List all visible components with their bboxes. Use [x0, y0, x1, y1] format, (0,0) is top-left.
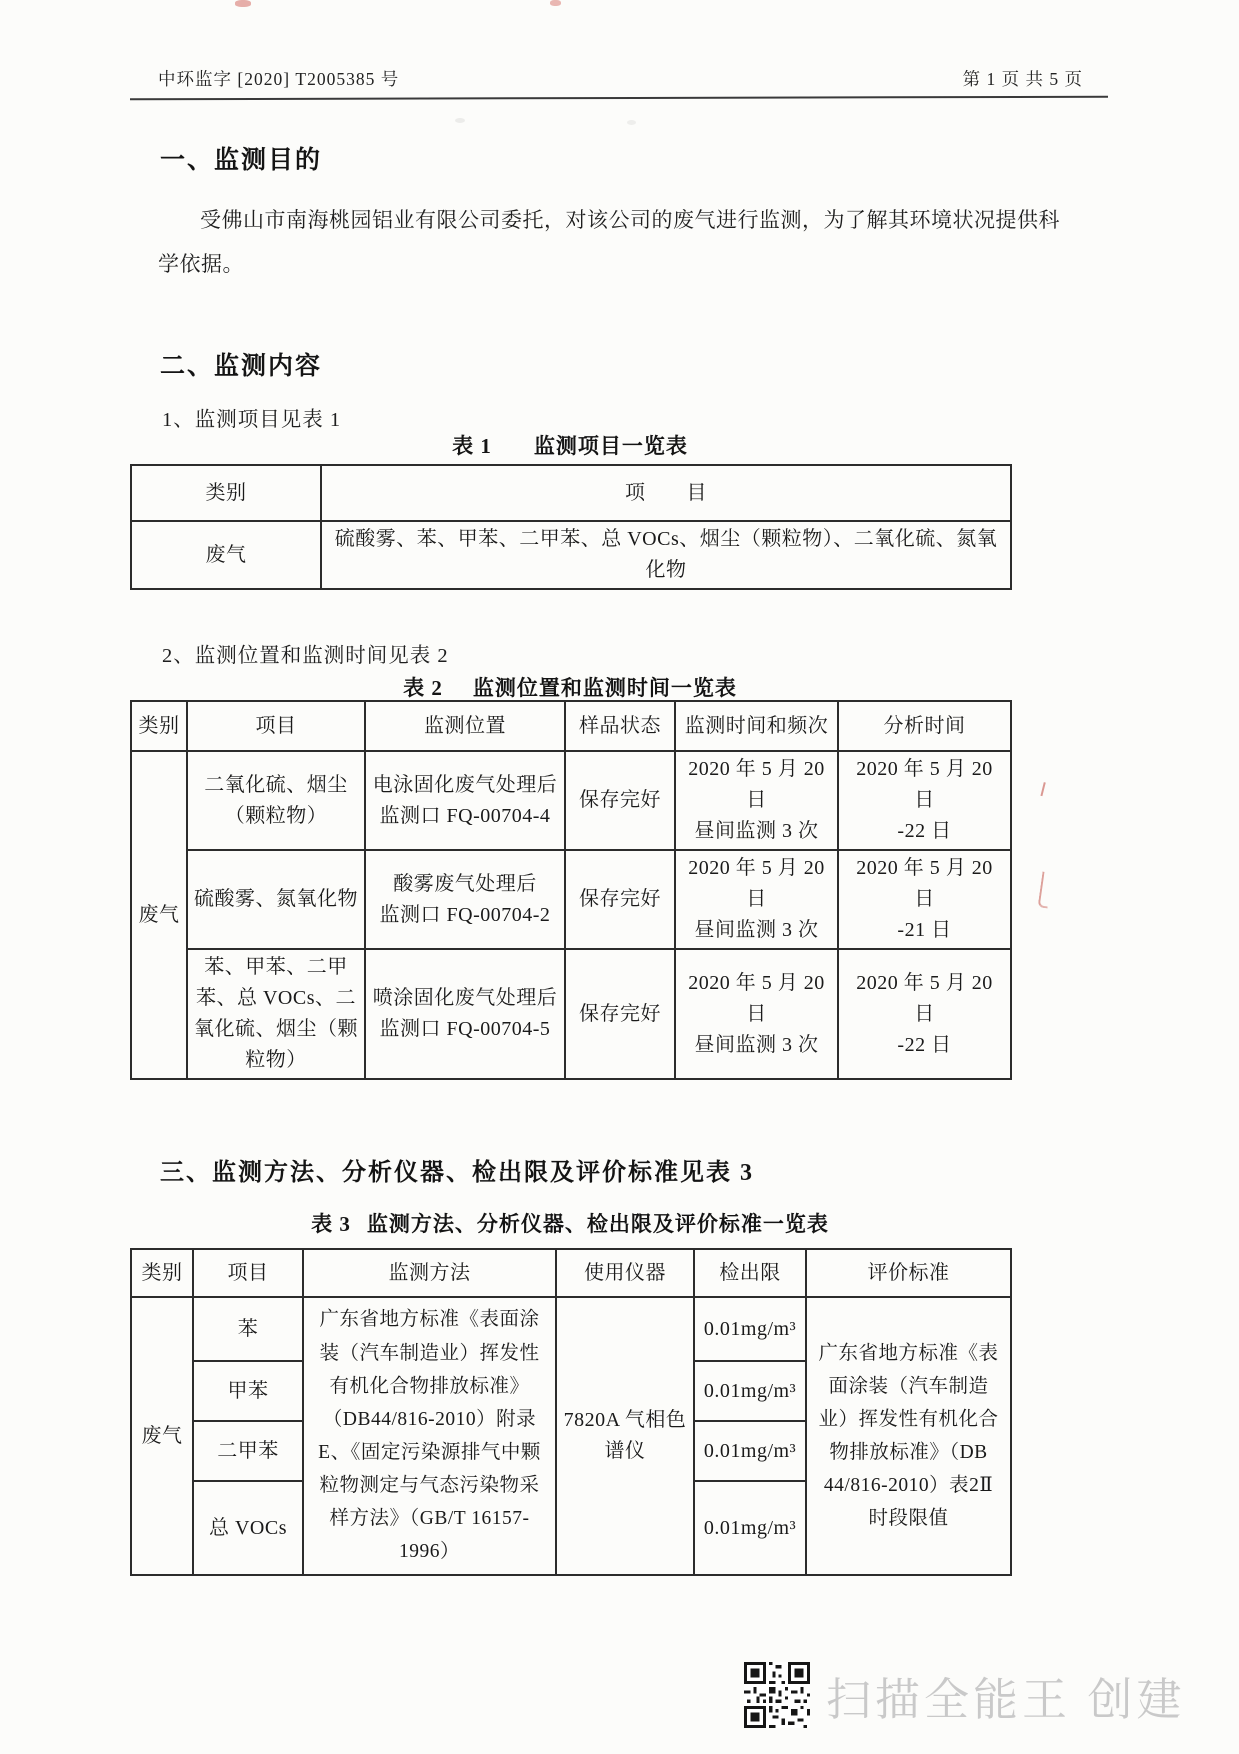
table3-cell-limit: 0.01mg/m³ — [694, 1297, 806, 1361]
table2-header-location: 监测位置 — [365, 701, 565, 751]
table2-header-status: 样品状态 — [565, 701, 675, 751]
table3-cell-project: 二甲苯 — [193, 1421, 303, 1481]
table3-header-project: 项目 — [193, 1249, 303, 1297]
table2-cell-status: 保存完好 — [565, 751, 675, 850]
table1-caption-no: 表 1 — [452, 434, 492, 458]
table2-cell-project: 二氧化硫、烟尘（颗粒物） — [187, 751, 365, 850]
table3-caption-title: 监测方法、分析仪器、检出限及评价标准一览表 — [366, 1212, 829, 1236]
table3-caption-no: 表 3 — [311, 1212, 351, 1236]
section3-title: 三、监测方法、分析仪器、检出限及评价标准见表 3 — [160, 1160, 754, 1186]
red-scan-artifact — [1038, 871, 1053, 908]
section1-paragraph: 受佛山市南海桃园铝业有限公司委托，对该公司的废气进行监测，为了解其环境状况提供科学依据。 — [158, 208, 1060, 276]
gray-scan-artifact — [455, 118, 465, 123]
location-line1: 喷涂固化废气处理后 — [372, 987, 558, 1009]
time-line2: 昼间监测 3 次 — [694, 1033, 819, 1056]
time-line1: 2020 年 5 月 20 日 — [688, 971, 825, 1025]
table-row — [131, 521, 1011, 589]
table-row — [131, 751, 1011, 850]
location-line2: 监测口 FQ-00704-2 — [379, 903, 551, 926]
analysis-line2: -22 日 — [897, 1033, 952, 1056]
analysis-line1: 2020 年 5 月 20 日 — [856, 758, 993, 811]
table1-caption — [130, 430, 1010, 460]
gray-scan-artifact — [627, 120, 636, 125]
table3-header-limit: 检出限 — [694, 1249, 806, 1297]
time-line2: 昼间监测 3 次 — [694, 919, 819, 941]
section2-title: 二、监测内容 — [160, 353, 323, 380]
red-scan-artifact — [235, 0, 251, 7]
table2-cell-location — [365, 949, 565, 1079]
table3-caption — [130, 1208, 1010, 1238]
time-line1: 2020 年 5 月 20 日 — [688, 857, 825, 910]
table1-header-items: 项 目 — [321, 465, 1011, 521]
header-divider — [130, 96, 1108, 101]
table3-header-method: 监测方法 — [303, 1249, 556, 1297]
page-number-info: 第 1 页 共 5 页 — [962, 69, 1083, 89]
table1-caption-title: 监测项目一览表 — [533, 434, 688, 458]
table2-header-analysis: 分析时间 — [838, 701, 1011, 751]
table2-cell-time — [675, 751, 838, 850]
section2-item1: 1、监测项目见表 1 — [162, 409, 342, 431]
table2-cell-location — [365, 751, 565, 850]
table3-cell-project: 苯 — [193, 1297, 303, 1361]
table3-cell-project: 甲苯 — [193, 1361, 303, 1421]
analysis-line1: 2020 年 5 月 20 日 — [856, 971, 993, 1025]
red-scan-artifact — [550, 0, 561, 6]
time-line1: 2020 年 5 月 20 日 — [688, 758, 825, 811]
table2-cell-analysis — [838, 850, 1011, 949]
table3-cell-limit: 0.01mg/m³ — [694, 1421, 806, 1481]
time-line2: 昼间监测 3 次 — [694, 820, 819, 842]
table3-cell-category: 废气 — [131, 1297, 193, 1575]
table2-caption — [130, 672, 1010, 702]
table2-caption-title: 监测位置和监测时间一览表 — [472, 676, 737, 700]
table-row — [131, 949, 1011, 1079]
page-header — [130, 66, 1105, 91]
qr-code-icon — [744, 1662, 810, 1728]
document-number: 中环监字 [2020] T2005385 号 — [158, 69, 400, 89]
scanner-watermark — [744, 1662, 1186, 1728]
table3-methods-standards — [130, 1248, 1012, 1576]
table3-header-standard: 评价标准 — [806, 1249, 1011, 1297]
table2-cell-analysis — [838, 949, 1011, 1079]
section2-item2: 2、监测位置和监测时间见表 2 — [162, 645, 449, 667]
table3-cell-instrument: 7820A 气相色谱仪 — [556, 1297, 694, 1575]
table2-cell-project: 苯、甲苯、二甲苯、总 VOCs、二氧化硫、烟尘（颗粒物） — [187, 949, 365, 1079]
location-line2: 监测口 FQ-00704-4 — [379, 804, 551, 827]
table2-cell-category: 废气 — [131, 751, 187, 1079]
table3-cell-project: 总 VOCs — [193, 1481, 303, 1575]
table2-cell-location — [365, 850, 565, 949]
table1-monitoring-items — [130, 464, 1012, 590]
table2-cell-analysis — [838, 751, 1011, 850]
red-scan-artifact — [1040, 782, 1052, 798]
table2-location-time — [130, 700, 1012, 1080]
location-line1: 电泳固化废气处理后 — [372, 773, 558, 796]
table2-header-category: 类别 — [131, 701, 187, 751]
table-row — [131, 850, 1011, 949]
watermark-text: 扫描全能王 创建 — [826, 1673, 1186, 1725]
table3-header-instrument: 使用仪器 — [556, 1249, 694, 1297]
table2-cell-time — [675, 949, 838, 1079]
table3-cell-limit: 0.01mg/m³ — [694, 1361, 806, 1421]
table1-cell-items: 硫酸雾、苯、甲苯、二甲苯、总 VOCs、烟尘（颗粒物）、二氧化硫、氮氧化物 — [321, 521, 1011, 589]
table3-header-category: 类别 — [131, 1249, 193, 1297]
location-line2: 监测口 FQ-00704-5 — [379, 1018, 551, 1040]
analysis-line2: -22 日 — [897, 820, 952, 842]
table2-header-project: 项目 — [187, 701, 365, 751]
table3-cell-method: 广东省地方标准《表面涂装（汽车制造业）挥发性有机化合物排放标准》（DB44/816-2010）附录 E、《固定污染源排气中颗粒物测定与气态污染物采样方法》（GB/T 16157-1996） — [303, 1297, 556, 1575]
table2-header-time: 监测时间和频次 — [675, 701, 838, 751]
location-line1: 酸雾废气处理后 — [393, 872, 537, 895]
table2-cell-project: 硫酸雾、氮氧化物 — [187, 850, 365, 949]
table3-cell-standard: 广东省地方标准《表面涂装（汽车制造业）挥发性有机化合物排放标准》（DB 44/816-2010）表2Ⅱ时段限值 — [806, 1297, 1011, 1575]
section1-title: 一、监测目的 — [160, 147, 323, 174]
table2-cell-status: 保存完好 — [565, 850, 675, 949]
table2-cell-status: 保存完好 — [565, 949, 675, 1079]
table2-cell-time — [675, 850, 838, 949]
table1-cell-category: 废气 — [131, 521, 321, 589]
analysis-line2: -21 日 — [897, 919, 952, 941]
table3-cell-limit: 0.01mg/m³ — [694, 1481, 806, 1575]
table1-header-category: 类别 — [131, 465, 321, 521]
table2-caption-no: 表 2 — [403, 676, 443, 700]
table-row — [131, 1297, 1011, 1361]
analysis-line1: 2020 年 5 月 20 日 — [856, 857, 993, 910]
